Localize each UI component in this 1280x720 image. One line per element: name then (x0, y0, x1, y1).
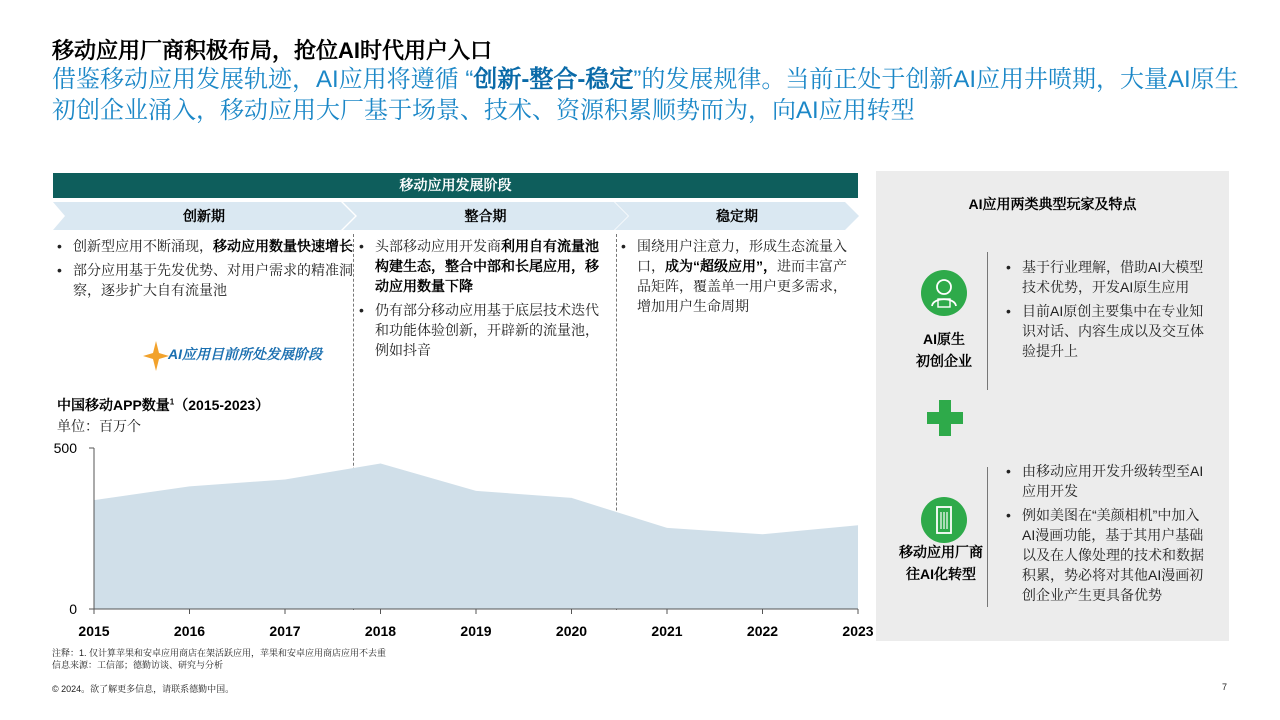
page-subtitle (52, 64, 1242, 126)
bullet-text: 进而丰富产品矩阵，覆盖单一用户更多需求，增加用户生命周期 (637, 258, 847, 314)
bullet-highlight: 成为“超级应用”， (665, 258, 777, 274)
bullet-highlight: 利用自有流量池构建生态，整合中部和长尾应用，移动应用数量下降 (375, 238, 599, 294)
player-label-mobile-vendor (886, 541, 996, 585)
player-text-ai-native (1004, 257, 1204, 365)
chart-title-footnote: 1 (169, 397, 175, 407)
list-item (53, 236, 353, 256)
chart-title (57, 395, 269, 415)
subtitle-highlight: 创新-整合-稳定 (473, 66, 634, 93)
x-tick-label: 2019 (460, 623, 492, 639)
bullet-text: 创新型应用不断涌现， (73, 238, 213, 254)
list-item (53, 260, 353, 300)
office-building-icon (921, 497, 967, 543)
x-tick-label: 2020 (555, 623, 588, 639)
player-label-line: 移动应用厂商 (899, 544, 983, 560)
x-tick-label: 2022 (746, 623, 779, 639)
subtitle-text-post: ”的发展规律。当前正处于创新AI应用井喷期，大量AI原生初创企业涌入，移动应用大厂基于场景、技术、资源积累顺势而为，向AI应用转型 (52, 66, 1239, 124)
list-item (355, 236, 608, 296)
list-item: • 目前AI原创主要集中在专业知识对话、内容生成以及交互体验提升上 (1004, 301, 1204, 361)
chart-title-years: （2015-2023） (174, 397, 270, 413)
bullet-text: 头部移动应用开发商 (375, 238, 501, 254)
stage-text-stable (617, 236, 852, 320)
player-divider (987, 467, 988, 607)
player-divider (987, 252, 988, 390)
stage-text-innovation (53, 236, 353, 304)
stage-banner: 移动应用发展阶段 (53, 173, 858, 198)
x-tick-label: 2017 (269, 623, 301, 639)
source-note: 信息来源：工信部；德勤访谈、研究与分析 (52, 660, 224, 670)
stage-label-stable: 稳定期 (716, 208, 758, 224)
bullet-text: 仍有部分移动应用基于底层技术迭代和功能体验创新，开辟新的流量池，例如抖音 (375, 302, 599, 358)
x-tick-label: 2023 (842, 623, 874, 639)
player-label-ai-native (894, 328, 994, 372)
y-tick-label: 500 (53, 440, 77, 456)
x-tick-label: 2021 (651, 623, 683, 639)
stage-chevron-innovation (53, 202, 355, 230)
star-icon (143, 341, 169, 371)
list-item: • 例如美图在“美颜相机”中加入AI漫画功能，基于其用户基础以及在人像处理的技术和数据积累，势必将对其他AI漫画初创企业产生更具备优势 (1004, 505, 1209, 605)
chart-title-text: 中国移动APP数量 (57, 397, 170, 413)
page-number: 7 (1222, 682, 1228, 692)
area-series (94, 463, 858, 609)
page-title: 移动应用厂商积极布局，抢位AI时代用户入口 (52, 38, 493, 63)
ai-developer-icon (921, 270, 967, 316)
y-tick-label: 0 (69, 601, 77, 617)
current-stage-note: AI应用目前所处发展阶段 (168, 346, 322, 362)
stage-text-integration (355, 236, 608, 364)
app-count-area-chart (40, 438, 880, 643)
stage-chevron-stable (615, 202, 859, 230)
stage-label-integration: 整合期 (464, 208, 507, 224)
copyright: © 2024。欲了解更多信息，请联系德勤中国。 (52, 684, 235, 694)
bullet-text: 部分应用基于先发优势、对用户需求的精准洞察，逐步扩大自有流量池 (73, 262, 353, 298)
x-tick-label: 2016 (173, 623, 206, 639)
stage-label-innovation: 创新期 (183, 208, 225, 224)
player-label-line: 初创企业 (916, 353, 972, 369)
players-panel-title: AI应用两类典型玩家及特点 (968, 196, 1137, 212)
x-tick-label: 2015 (78, 623, 110, 639)
list-item: • 由移动应用开发升级转型至AI应用开发 (1004, 461, 1209, 501)
list-item (617, 236, 852, 316)
player-label-line: 往AI化转型 (906, 566, 976, 582)
player-label-line: AI原生 (923, 331, 965, 347)
player-text-mobile-vendor (1004, 461, 1209, 609)
x-tick-label: 2018 (364, 623, 397, 639)
list-item (355, 300, 608, 360)
footnote: 注释：1. 仅计算苹果和安卓应用商店在架活跃应用，苹果和安卓应用商店应用不去重 (52, 648, 387, 658)
stage-chevron-integration (343, 202, 628, 230)
bullet-highlight: 移动应用数量快速增长 (213, 238, 353, 254)
bullet-text: 围绕用户注意力，形成生态流量入口， (637, 238, 847, 274)
plus-icon (927, 400, 963, 436)
list-item: • 基于行业理解，借助AI大模型技术优势，开发AI原生应用 (1004, 257, 1204, 297)
chart-unit: 单位：百万个 (57, 418, 141, 434)
subtitle-text-pre: 借鉴移动应用发展轨迹，AI应用将遵循 “ (52, 66, 474, 93)
